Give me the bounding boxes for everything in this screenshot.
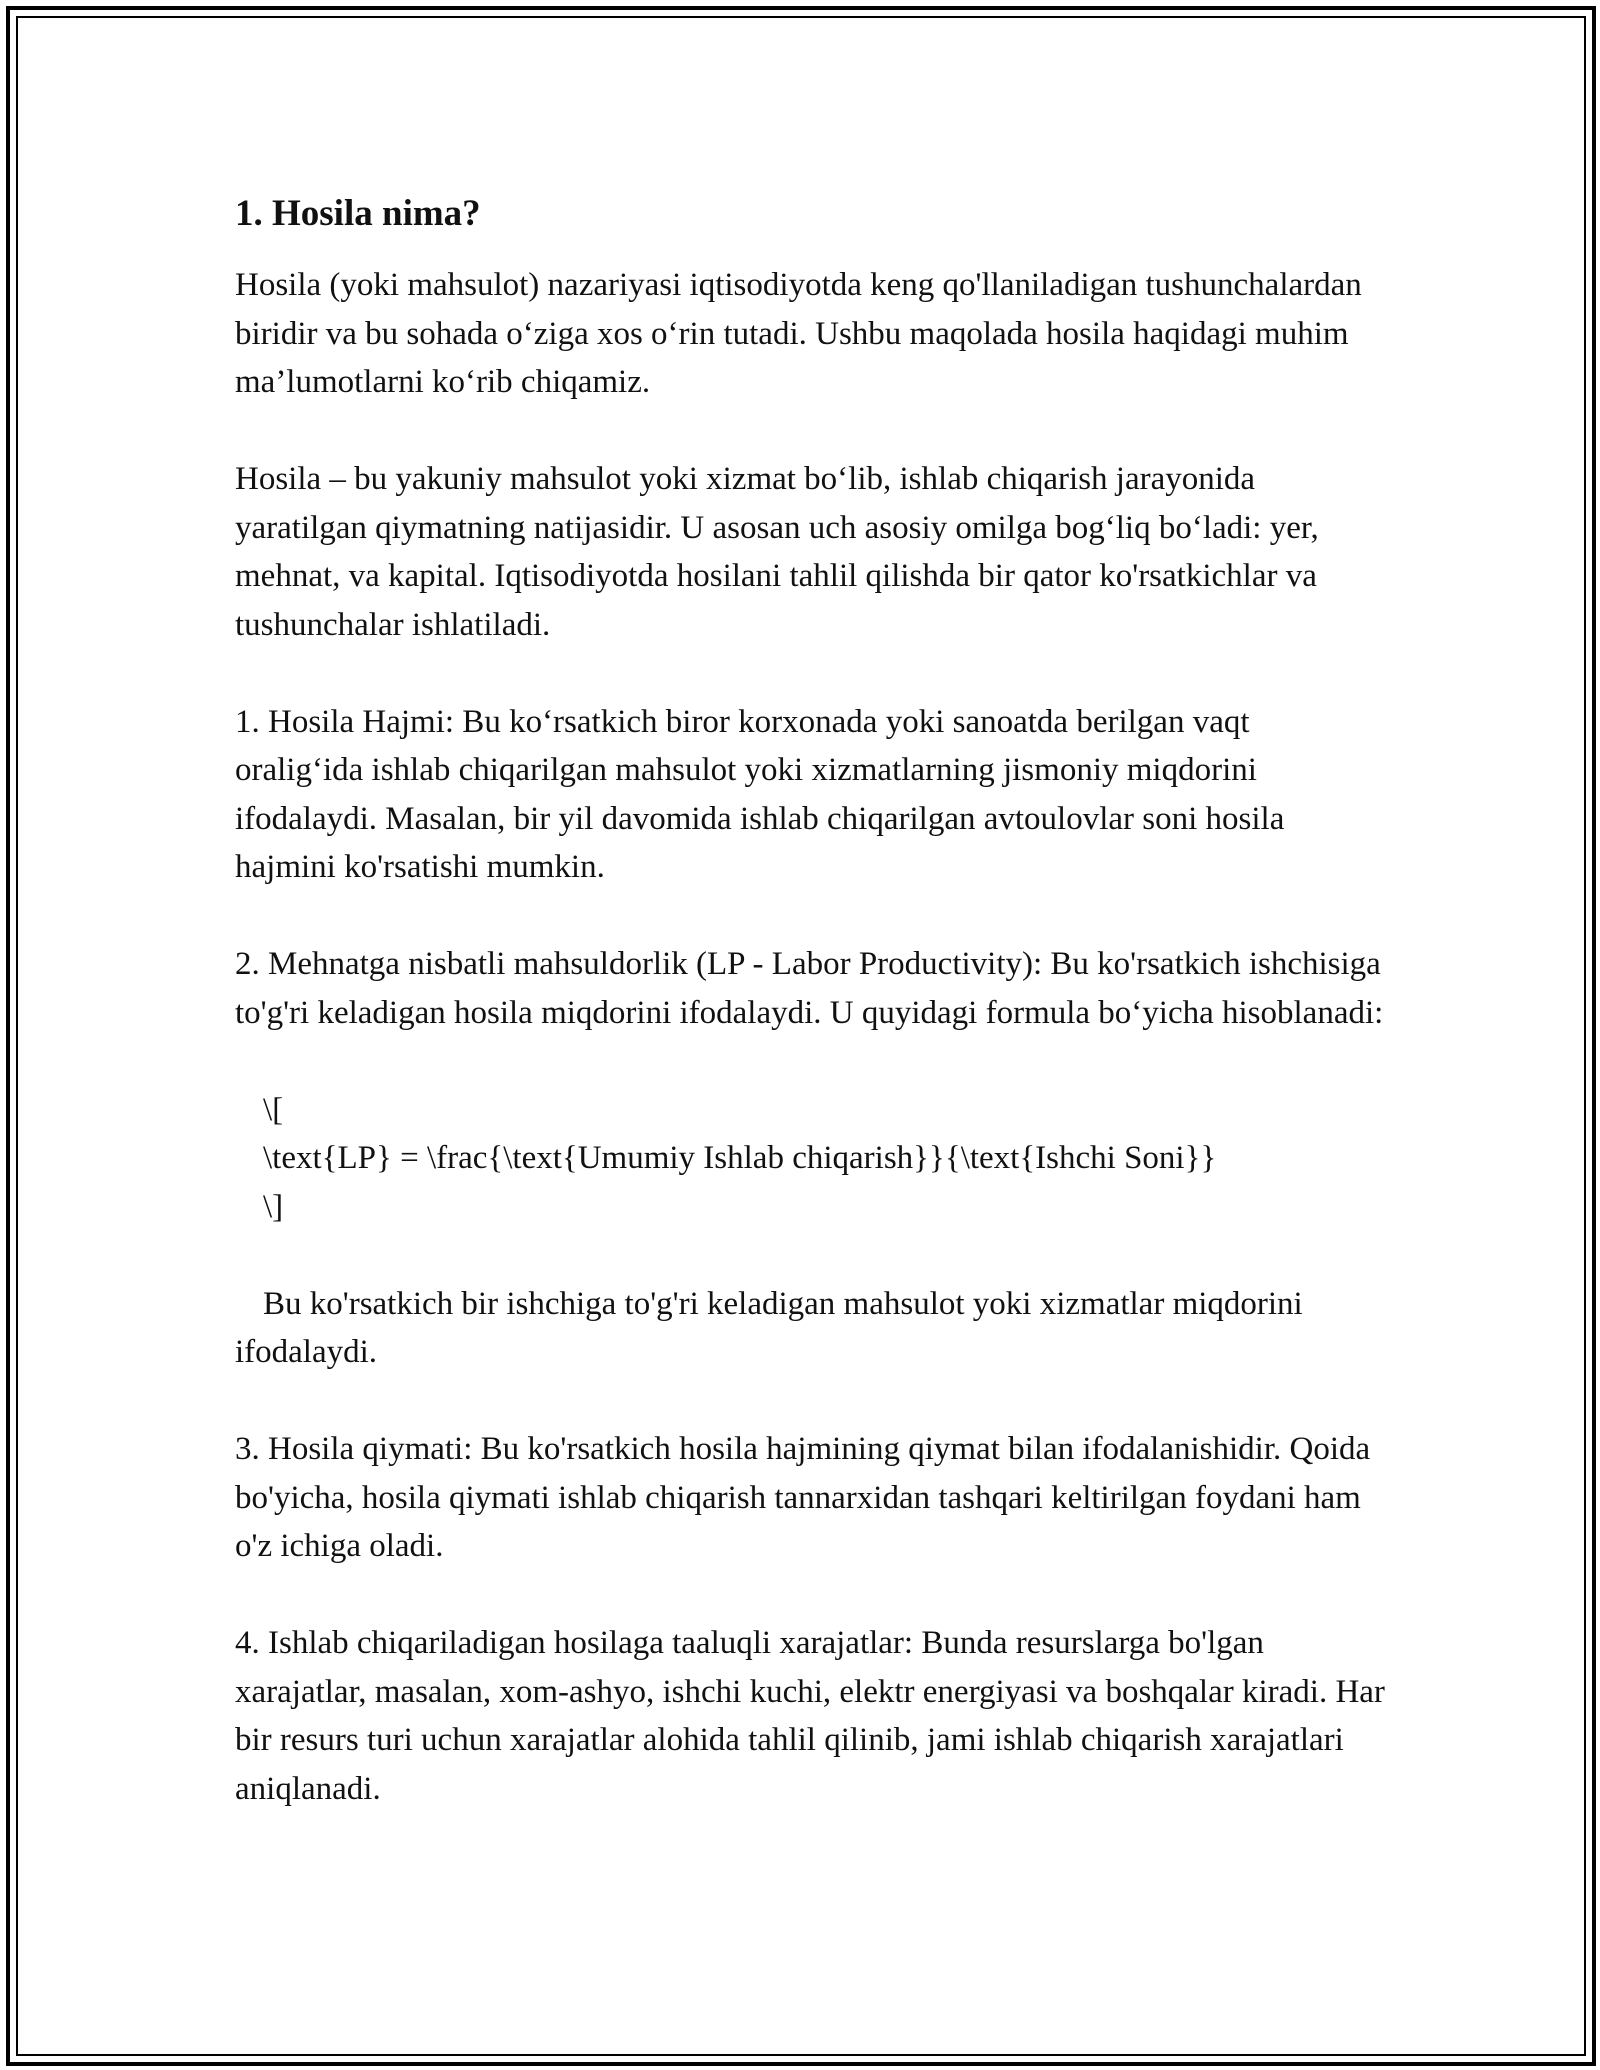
list-item-xarajatlar: 4. Ishlab chiqariladigan hosilaga taaluqli xarajatlar: Bunda resurslarga bo'lgan xarajatlar, masalan, xom-ashyo, ishchi kuchi, elektr energiyasi va boshqalar kiradi. Har bir resurs turi uchun xarajatlar alohida tahlil qilinib, jami ishlab chiqarish xarajatlari aniqlanadi. [235,1625,1385,1807]
paragraph-definition: Hosila – bu yakuniy mahsulot yoki xizmat bo‘lib, ishlab chiqarish jarayonida yaratilgan qiymatning natijasidir. U asosan uch asosiy omilga bog‘liq bo‘ladi: yer, mehnat, va kapital. Iqtisodiyotda hosilani tahlil qilishda bir qator ko'rsatkichlar va tushunchalar ishlatiladi. [235,461,1319,643]
paragraph-intro: Hosila (yoki mahsulot) nazariyasi iqtisodiyotda keng qo'llaniladigan tushunchalardan biridir va bu sohada o‘ziga xos o‘rin tutadi. Ushbu maqolada hosila haqidagi muhim ma’lumotlarni ko‘rib chiqamiz. [235,267,1362,400]
paragraph-formula-note: Bu ko'rsatkich bir ishchiga to'g'ri keladigan mahsulot yoki xizmatlar miqdorini ifodalaydi. [235,1285,1303,1370]
list-item-labor-productivity: 2. Mehnatga nisbatli mahsuldorlik (LP - Labor Productivity): Bu ko'rsatkich ishchisiga to'g'ri keladigan hosila miqdorini ifodalaydi. U quyidagi formula bo‘yicha hisoblanadi: [235,946,1384,1031]
formula-open-delimiter: \[ [263,1091,284,1128]
formula-expression: \text{LP} = \frac{\text{Umumiy Ishlab chiqarish}}{\text{Ishchi Soni}} [263,1140,1217,1176]
page-title: 1. Hosila nima? [235,193,481,234]
formula-close-delimiter: \] [263,1188,284,1225]
list-item-hosila-hajmi: 1. Hosila Hajmi: Bu ko‘rsatkich biror korxonada yoki sanoatda berilgan vaqt oralig‘ida ishlab chiqarilgan mahsulot yoki xizmatlarning jismoniy miqdorini ifodalaydi. Masalan, bir yil davomida ishlab chiqarilgan avtoulovlar soni hosila hajmini ko'rsatishi mumkin. [235,703,1285,885]
document-body [235,192,1385,1862]
formula-block [235,1086,1385,1232]
list-item-hosila-qiymati: 3. Hosila qiymati: Bu ko'rsatkich hosila hajmining qiymat bilan ifodalanishidir. Qoida bo'yicha, hosila qiymati ishlab chiqarish tannarxidan tashqari keltirilgan foydani ham o'z ichiga oladi. [235,1431,1371,1564]
